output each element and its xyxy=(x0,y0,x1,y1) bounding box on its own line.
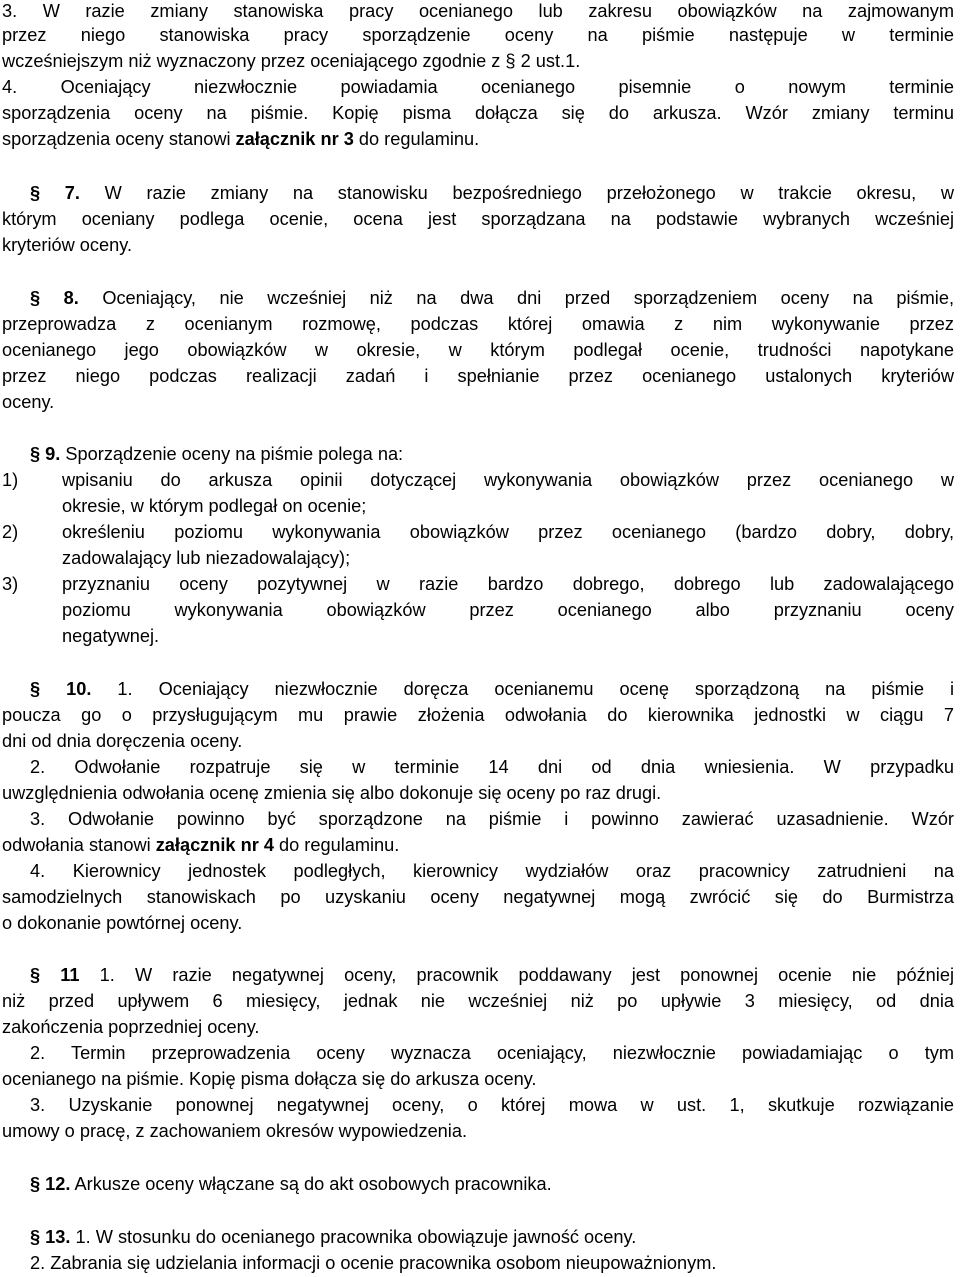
section-10-line-9: samodzielnych stanowiskach po uzyskaniu oceny negatywnej mogą zwrócić się do Burmistrza xyxy=(2,887,954,907)
list-item-3-number: 3) xyxy=(2,574,19,594)
list-item-3-line-1: przyznaniu oceny pozytywnej w razie bardzo dobrego, dobrego lub zadowalającego xyxy=(62,574,954,594)
section-11-line-1 xyxy=(30,962,954,988)
section-10-line-6: 3. Odwołanie powinno być sporządzone na piśmie i powinno zawierać uzasadnienie. Wzór xyxy=(30,809,954,829)
section-11-text: 1. W razie negatywnej oceny, pracownik poddawany jest ponownej ocenie nie później xyxy=(99,965,954,985)
attachment-3-reference: załącznik nr 3 xyxy=(235,129,354,149)
section-12-line-1 xyxy=(30,1171,960,1197)
para-3-line-3: wcześniejszym niż wyznaczony przez oceniającego zgodnie z § 2 ust.1. xyxy=(2,51,581,71)
section-9-intro: Sporządzenie oceny na piśmie polega na: xyxy=(65,444,404,464)
list-item-2-number: 2) xyxy=(2,522,19,542)
section-10-line-1 xyxy=(30,676,954,702)
para-4-number: 4. xyxy=(2,77,18,97)
para-4-line-3 xyxy=(2,126,954,152)
para-4-text: sporządzenia oceny stanowi xyxy=(2,129,236,149)
section-10-line-10: o dokonanie powtórnej oceny. xyxy=(2,913,243,933)
section-13-text: 1. W stosunku do ocenianego pracownika obowiązuje jawność oceny. xyxy=(75,1227,637,1247)
section-10-text: odwołania stanowi xyxy=(2,835,156,855)
section-12-number: § 12. xyxy=(30,1174,71,1194)
section-13-line-2: 2. Zabrania się udzielania informacji o ocenie pracownika osobom nieupoważnionym. xyxy=(30,1253,717,1273)
section-10-line-4: 2. Odwołanie rozpatruje się w terminie 14 dni od dnia wniesienia. W przypadku xyxy=(30,757,954,777)
attachment-4-reference: załącznik nr 4 xyxy=(155,835,274,855)
section-7-number: § 7. xyxy=(30,183,80,203)
section-8-line-5: oceny. xyxy=(2,392,55,412)
list-item-2-line-1: określeniu poziomu wykonywania obowiązków przez ocenianego (bardzo dobry, dobry, xyxy=(62,522,954,542)
section-11-number: § 11 xyxy=(30,965,80,985)
section-7-line-1 xyxy=(30,180,954,206)
para-4-line-1 xyxy=(2,74,954,100)
section-11-line-7: umowy o pracę, z zachowaniem okresów wypowiedzenia. xyxy=(2,1121,468,1141)
section-11-line-6: 3. Uzyskanie ponownej negatywnej oceny, o której mowa w ust. 1, skutkuje rozwiązanie xyxy=(30,1095,954,1115)
section-8-text: Oceniający, nie wcześniej niż na dwa dni przed sporządzeniem oceny na piśmie, xyxy=(102,288,954,308)
list-item-1-line-2: okresie, w którym podlegał on ocenie; xyxy=(62,496,367,516)
section-10-line-2: poucza go o przysługującym mu prawie złożenia odwołania do kierownika jednostki w ciągu 7 xyxy=(2,705,954,725)
list-item-1-line-1: wpisaniu do arkusza opinii dotyczącej wykonywania obowiązków przez ocenianego w xyxy=(62,470,954,490)
section-10-line-3: dni od dnia doręczenia oceny. xyxy=(2,731,243,751)
section-7-line-3: kryteriów oceny. xyxy=(2,235,133,255)
para-4-text: do regulaminu. xyxy=(353,129,480,149)
section-10-line-7 xyxy=(2,832,954,858)
section-10-line-8: 4. Kierownicy jednostek podległych, kierownicy wydziałów oraz pracownicy zatrudnieni na xyxy=(30,861,954,881)
section-9-number: § 9. xyxy=(30,444,61,464)
para-4-line-2: sporządzenia oceny na piśmie. Kopię pisma dołącza się do arkusza. Wzór zmiany terminu xyxy=(2,103,954,123)
para-3-line-2: przez niego stanowiska pracy sporządzenie oceny na piśmie następuje w terminie xyxy=(2,25,954,45)
section-12-text: Arkusze oceny włączane są do akt osobowych pracownika. xyxy=(74,1174,552,1194)
para-4-text: Oceniający niezwłocznie powiadamia ocenianego pisemnie o nowym terminie xyxy=(60,77,954,97)
section-8-line-3: ocenianego jego obowiązków w okresie, w którym podlegał ocenie, trudności napotykane xyxy=(2,340,954,360)
list-item-3-line-3: negatywnej. xyxy=(62,626,160,646)
section-11-line-4: 2. Termin przeprowadzenia oceny wyznacza oceniający, niezwłocznie powiadamiając o tym xyxy=(30,1043,954,1063)
section-11-line-5: ocenianego na piśmie. Kopię pisma dołącza się do arkusza oceny. xyxy=(2,1069,537,1089)
section-8-line-4: przez niego podczas realizacji zadań i spełnianie przez ocenianego ustalonych kryteriów xyxy=(2,366,954,386)
para-3-line-1: 3. W razie zmiany stanowiska pracy ocenianego lub zakresu obowiązków na zajmowanym xyxy=(2,1,954,21)
section-8-number: § 8. xyxy=(30,288,79,308)
section-8-line-1 xyxy=(30,285,954,311)
section-9-line-1 xyxy=(30,441,960,467)
list-item-3-line-2: poziomu wykonywania obowiązków przez ocenianego albo przyznaniu oceny xyxy=(62,600,954,620)
list-item-2-line-2: zadowalający lub niezadowalający); xyxy=(62,548,351,568)
section-13-number: § 13. xyxy=(30,1227,71,1247)
section-10-line-5: uwzględnienia odwołania ocenę zmienia się albo dokonuje się oceny po raz drugi. xyxy=(2,783,662,803)
section-13-line-1 xyxy=(30,1224,960,1250)
section-7-line-2: którym oceniany podlega ocenie, ocena jest sporządzana na podstawie wybranych wcześniej xyxy=(2,209,954,229)
section-10-text: 1. Oceniający niezwłocznie doręcza ocenianemu ocenę sporządzoną na piśmie i xyxy=(117,679,955,699)
section-7-text: W razie zmiany na stanowisku bezpośredniego przełożonego w trakcie okresu, w xyxy=(104,183,954,203)
section-8-line-2: przeprowadza z ocenianym rozmowę, podczas której omawia z nim wykonywanie przez xyxy=(2,314,954,334)
list-item-1-number: 1) xyxy=(2,470,19,490)
section-11-line-2: niż przed upływem 6 miesięcy, jednak nie wcześniej niż po upływie 3 miesięcy, od dnia xyxy=(2,991,954,1011)
section-11-line-3: zakończenia poprzedniej oceny. xyxy=(2,1017,260,1037)
section-10-number: § 10. xyxy=(30,679,92,699)
section-10-text: do regulaminu. xyxy=(273,835,400,855)
